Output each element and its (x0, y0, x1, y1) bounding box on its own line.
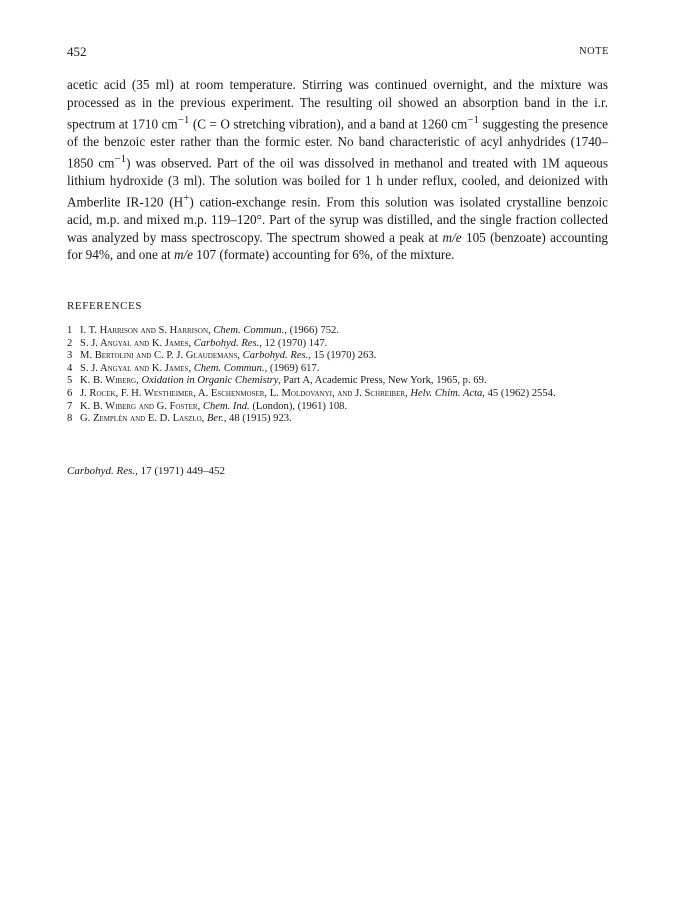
reference-journal: Ber., (206, 413, 227, 425)
mass-charge-symbol: m/e (173, 247, 193, 263)
body-text-segment: 107 (formate) accounting for 6%, of the mixture. (192, 247, 455, 263)
reference-details: 45 (1962) 2554. (487, 387, 556, 399)
reference-authors: M. Bertolini and C. P. J. Glaudemans, (80, 350, 241, 362)
reference-number: 8 (67, 413, 73, 425)
reference-item (67, 350, 608, 363)
reference-authors: J. Rocek, F. H. Westheimer, A. Eschenmoser, L. Moldovanyi, and J. Schreiber, (80, 387, 408, 399)
superscript: −1 (467, 113, 480, 126)
reference-item (67, 413, 608, 426)
reference-number: 4 (67, 362, 73, 374)
reference-item (67, 338, 608, 351)
reference-journal: Chem. Commun., (193, 362, 268, 374)
body-text-segment: ) was observed. Part of the oil was dissolved in methanol and treated with 1 (126, 154, 549, 170)
reference-item (67, 325, 608, 338)
reference-details: 48 (1915) 923. (229, 413, 292, 425)
reference-authors: K. B. Wiberg and G. Foster, (80, 400, 201, 412)
references-heading: REFERENCES (67, 300, 143, 312)
reference-details: (1969) 617. (269, 362, 320, 374)
body-text-segment: aqueous lithium hydroxide (3 ml). The solution was boiled for 1 h under reflux, cooled, and deionized with Amberlite IR-120 (H (67, 154, 608, 209)
page-number: 452 (67, 44, 87, 59)
reference-item (67, 375, 608, 388)
reference-details: 15 (1970) 263. (313, 350, 377, 362)
reference-number: 1 (67, 325, 73, 336)
running-head: NOTE (579, 46, 609, 57)
body-text-segment: ) cation-exchange resin. From this solution was isolated crystalline benzoic acid, m.p. and mixed m.p. 119–120°. Part of the syrup was distilled, and the single fraction collected was analyzed by mass spectroscopy. The spectrum showed a peak at (67, 193, 609, 245)
reference-journal: Carbohyd. Res., (193, 337, 262, 349)
reference-details: Part A, Academic Press, New York, 1965, p. 69. (283, 375, 487, 387)
body-text-segment: acetic acid (35 ml) at room temperature. Stirring was continued overnight, and the mixture was processed as in the previous experiment. The resulting oil showed an absorption band in the i.r. spectrum at 1710 cm (67, 77, 608, 131)
journal-citation (67, 465, 225, 477)
reference-number: 5 (67, 375, 73, 387)
reference-item (67, 401, 608, 414)
journal-volume: 17 (1971) 449–452 (140, 465, 225, 477)
molar-unit: M (548, 154, 560, 170)
body-text-segment: (C = O stretching vibration), and a band at 1260 cm (189, 115, 468, 131)
reference-item (67, 388, 608, 401)
reference-journal: Oxidation in Organic Chemistry, (141, 375, 281, 387)
reference-item (67, 363, 608, 376)
journal-name: Carbohyd. Res., (67, 465, 138, 477)
reference-authors: G. Zemplén and E. D. Laszlo, (80, 413, 205, 425)
reference-journal: Carbohyd. Res., (242, 350, 311, 362)
reference-number: 3 (67, 350, 73, 362)
body-paragraph (67, 76, 608, 264)
reference-number: 2 (67, 337, 73, 349)
reference-journal: Chem. Commun., (213, 325, 287, 336)
superscript: + (183, 191, 190, 204)
reference-authors: S. J. Angyal and K. James, (80, 337, 192, 349)
reference-details: (1966) 752. (289, 325, 339, 336)
reference-details: 12 (1970) 147. (264, 337, 328, 349)
reference-number: 7 (67, 400, 73, 412)
reference-journal: Chem. Ind. (202, 400, 250, 412)
reference-authors: S. J. Angyal and K. James, (80, 362, 192, 374)
superscript: −1 (177, 113, 190, 126)
reference-authors: I. T. Harrison and S. Harrison, (80, 325, 211, 336)
mass-charge-symbol: m/e (442, 229, 462, 245)
superscript: −1 (114, 152, 127, 165)
body-text-segment: 105 (benzoate) accounting for 94%, and one at (67, 229, 609, 263)
reference-list (67, 325, 608, 426)
body-text-segment: suggesting the presence of the benzoic ester rather than the formic ester. No band characteristic of acyl anhydrides (1740–1850 cm (67, 115, 609, 170)
reference-journal: Helv. Chim. Acta, (410, 387, 485, 399)
reference-number: 6 (67, 387, 73, 399)
reference-authors: K. B. Wiberg, (80, 375, 139, 387)
reference-details: (London), (1961) 108. (252, 400, 348, 412)
